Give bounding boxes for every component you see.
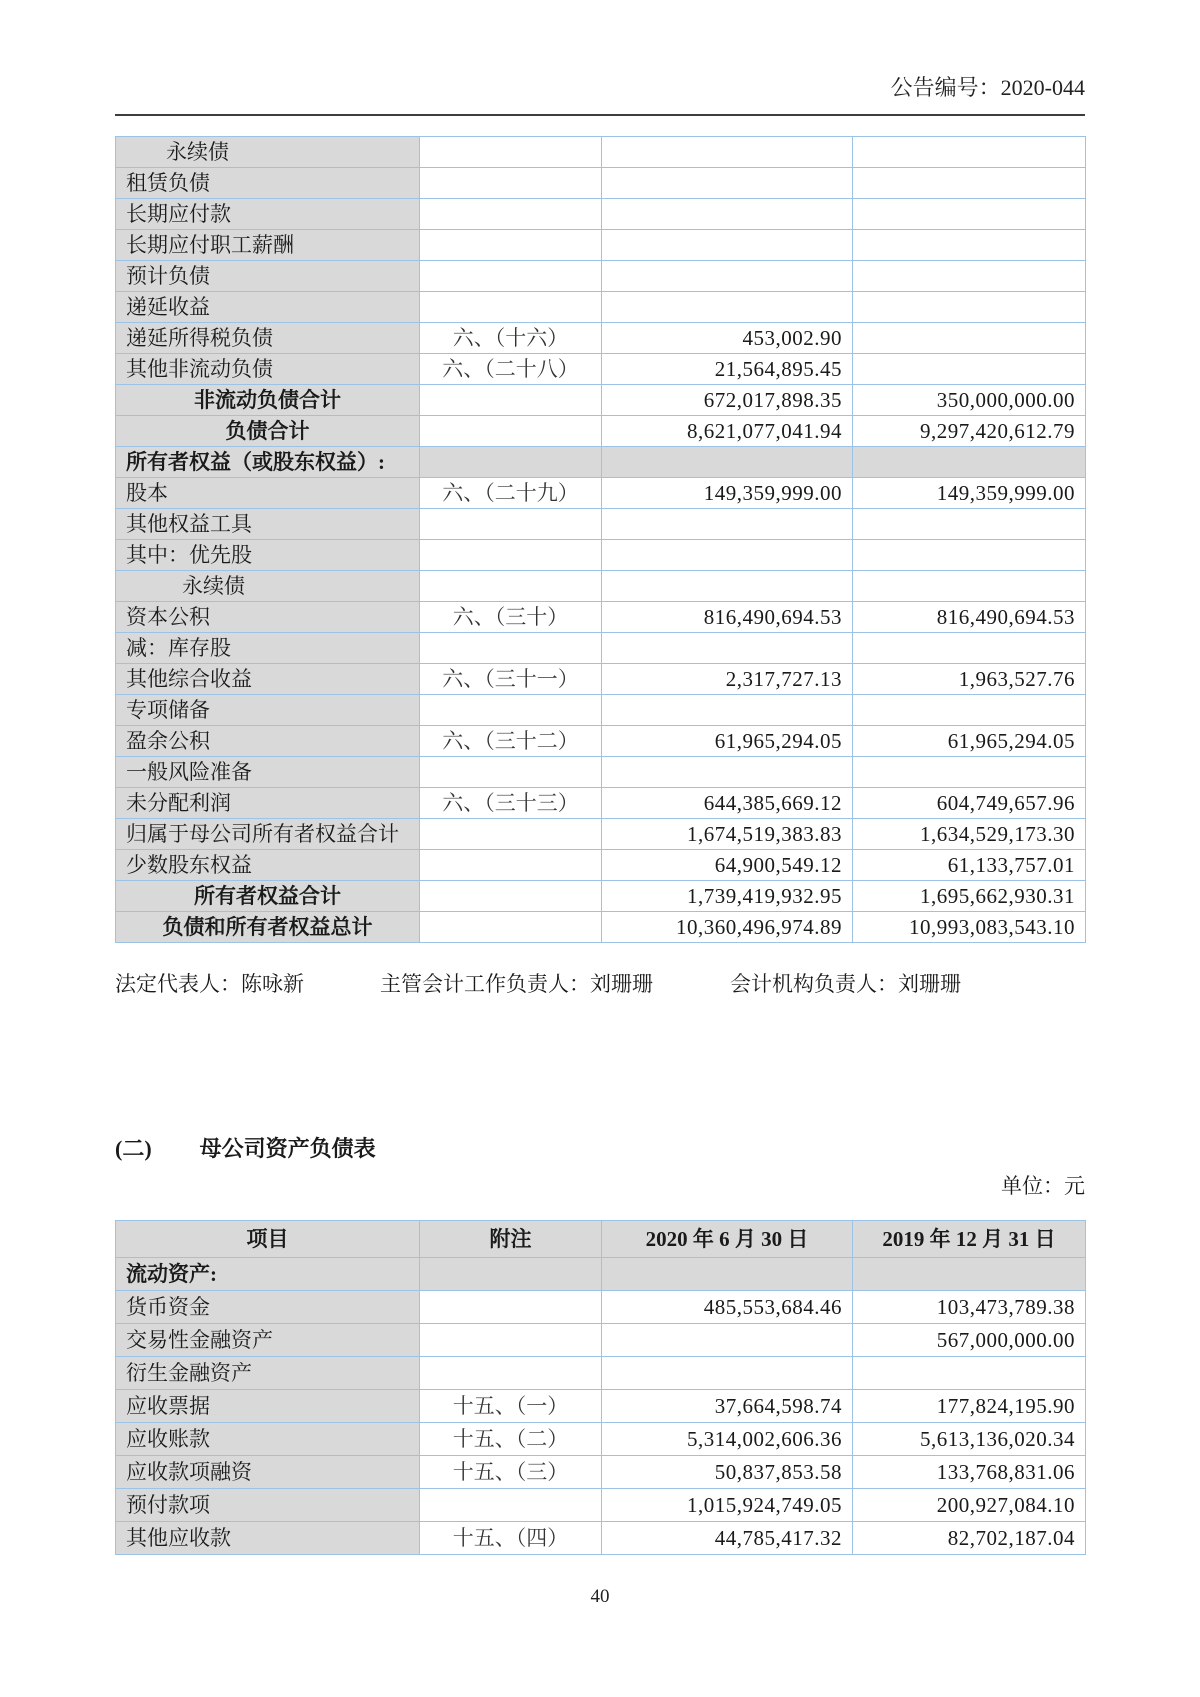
note-cell (420, 292, 602, 323)
note-cell (420, 447, 602, 478)
value-2019-cell: 61,133,757.01 (853, 850, 1086, 881)
note-cell (420, 385, 602, 416)
table-row (116, 1456, 1086, 1489)
value-2019-cell: 177,824,195.90 (853, 1390, 1086, 1423)
value-2019-cell: 1,963,527.76 (853, 664, 1086, 695)
note-cell (420, 509, 602, 540)
value-2020-cell (602, 1258, 853, 1291)
value-2020-cell (602, 199, 853, 230)
note-cell (420, 261, 602, 292)
item-label-cell: 租赁负债 (116, 168, 420, 199)
table-row (116, 168, 1086, 199)
value-2019-cell (853, 199, 1086, 230)
item-label-cell: 应收票据 (116, 1390, 420, 1423)
item-label-cell: 减：库存股 (116, 633, 420, 664)
table-row (116, 695, 1086, 726)
item-label-cell: 长期应付款 (116, 199, 420, 230)
item-label-cell: 所有者权益（或股东权益）: (116, 447, 420, 478)
value-2020-cell: 21,564,895.45 (602, 354, 853, 385)
note-cell (420, 1489, 602, 1522)
balance-sheet-continued-table (115, 136, 1086, 943)
parent-balance-sheet-body (116, 1258, 1086, 1555)
page-content (115, 0, 1085, 1609)
table-row (116, 664, 1086, 695)
value-2019-cell: 816,490,694.53 (853, 602, 1086, 633)
signature-line (115, 969, 1085, 999)
table-row (116, 788, 1086, 819)
table-row (116, 354, 1086, 385)
item-label-cell: 永续债 (116, 571, 420, 602)
value-2019-cell (853, 540, 1086, 571)
value-2019-cell: 61,965,294.05 (853, 726, 1086, 757)
item-label-cell: 专项储备 (116, 695, 420, 726)
value-2020-cell (602, 261, 853, 292)
unit-label: 单位：元 (1001, 1174, 1085, 1198)
note-cell (420, 1291, 602, 1324)
value-2020-cell (602, 1357, 853, 1390)
table-row (116, 416, 1086, 447)
item-label-cell: 永续债 (116, 137, 420, 168)
table-row (116, 1489, 1086, 1522)
note-cell (420, 168, 602, 199)
value-2020-cell: 816,490,694.53 (602, 602, 853, 633)
value-2019-cell (853, 230, 1086, 261)
balance-sheet-continued-body (116, 137, 1086, 943)
table-row (116, 509, 1086, 540)
value-2020-cell (602, 447, 853, 478)
item-label-cell: 流动资产: (116, 1258, 420, 1291)
value-2019-cell: 1,634,529,173.30 (853, 819, 1086, 850)
note-cell (420, 540, 602, 571)
item-label-cell: 一般风险准备 (116, 757, 420, 788)
value-2020-cell (602, 757, 853, 788)
item-label-cell: 所有者权益合计 (116, 881, 420, 912)
value-2019-cell (853, 571, 1086, 602)
item-label-cell: 货币资金 (116, 1291, 420, 1324)
value-2020-cell (602, 292, 853, 323)
parent-balance-sheet-table (115, 1220, 1086, 1555)
accounting-department-head: 会计机构负责人：刘珊珊 (730, 972, 961, 996)
value-2020-cell: 10,360,496,974.89 (602, 912, 853, 943)
value-2019-cell (853, 354, 1086, 385)
item-label-cell: 交易性金融资产 (116, 1324, 420, 1357)
value-2020-cell: 37,664,598.74 (602, 1390, 853, 1423)
section-title: 母公司资产负债表 (199, 1136, 376, 1161)
value-2019-cell (853, 261, 1086, 292)
value-2020-cell (602, 168, 853, 199)
value-2020-cell (602, 540, 853, 571)
value-2019-cell (853, 695, 1086, 726)
table-row (116, 1390, 1086, 1423)
note-cell: 十五、（四） (420, 1522, 602, 1555)
value-2020-cell: 453,002.90 (602, 323, 853, 354)
item-label-cell: 未分配利润 (116, 788, 420, 819)
note-cell: 六、（三十一） (420, 664, 602, 695)
table-row (116, 1423, 1086, 1456)
note-cell: 六、（三十） (420, 602, 602, 633)
value-2020-cell: 1,674,519,383.83 (602, 819, 853, 850)
value-2019-cell: 604,749,657.96 (853, 788, 1086, 819)
item-label-cell: 股本 (116, 478, 420, 509)
value-2020-cell: 644,385,669.12 (602, 788, 853, 819)
item-label-cell: 归属于母公司所有者权益合计 (116, 819, 420, 850)
item-label-cell: 预付款项 (116, 1489, 420, 1522)
value-2020-cell: 61,965,294.05 (602, 726, 853, 757)
table-row (116, 850, 1086, 881)
section-heading (115, 1134, 1085, 1164)
value-2020-cell: 64,900,549.12 (602, 850, 853, 881)
value-2019-cell (853, 292, 1086, 323)
table-row (116, 819, 1086, 850)
value-2019-cell (853, 633, 1086, 664)
note-cell: 六、（二十九） (420, 478, 602, 509)
note-cell: 十五、（二） (420, 1423, 602, 1456)
value-2020-cell (602, 695, 853, 726)
note-cell (420, 137, 602, 168)
table-row (116, 447, 1086, 478)
table-row (116, 199, 1086, 230)
value-2020-cell: 1,739,419,932.95 (602, 881, 853, 912)
note-cell (420, 881, 602, 912)
table-row (116, 323, 1086, 354)
value-2019-cell: 350,000,000.00 (853, 385, 1086, 416)
table-row (116, 757, 1086, 788)
table-row (116, 478, 1086, 509)
table-header-row (116, 1221, 1086, 1258)
value-2019-cell: 1,695,662,930.31 (853, 881, 1086, 912)
parent-balance-sheet-header (116, 1221, 1086, 1258)
value-2019-cell: 200,927,084.10 (853, 1489, 1086, 1522)
note-cell (420, 819, 602, 850)
value-2020-cell (602, 230, 853, 261)
value-2020-cell: 149,359,999.00 (602, 478, 853, 509)
table-row (116, 1291, 1086, 1324)
table-row (116, 230, 1086, 261)
value-2020-cell: 485,553,684.46 (602, 1291, 853, 1324)
note-column-header: 附注 (420, 1221, 602, 1258)
item-label-cell: 负债合计 (116, 416, 420, 447)
item-label-cell: 非流动负债合计 (116, 385, 420, 416)
note-cell: 六、（十六） (420, 323, 602, 354)
item-label-cell: 递延收益 (116, 292, 420, 323)
value-2019-cell (853, 757, 1086, 788)
note-cell: 十五、（一） (420, 1390, 602, 1423)
table-row (116, 571, 1086, 602)
value-2020-cell (602, 633, 853, 664)
table-row (116, 881, 1086, 912)
value-2020-cell (602, 137, 853, 168)
header-divider (115, 114, 1085, 116)
table-row (116, 292, 1086, 323)
value-2019-cell (853, 1357, 1086, 1390)
note-cell: 六、（三十二） (420, 726, 602, 757)
value-2020-cell: 2,317,727.13 (602, 664, 853, 695)
value-2020-column-header: 2020 年 6 月 30 日 (602, 1221, 853, 1258)
table-row (116, 1258, 1086, 1291)
table-row (116, 1522, 1086, 1555)
item-label-cell: 其中：优先股 (116, 540, 420, 571)
note-cell: 六、（二十八） (420, 354, 602, 385)
value-2019-cell (853, 509, 1086, 540)
value-2019-cell: 567,000,000.00 (853, 1324, 1086, 1357)
value-2019-cell (853, 168, 1086, 199)
table-row (116, 602, 1086, 633)
note-cell (420, 695, 602, 726)
table-row (116, 1324, 1086, 1357)
chief-accounting-officer: 主管会计工作负责人：刘珊珊 (380, 972, 653, 996)
note-cell: 十五、（三） (420, 1456, 602, 1489)
note-cell (420, 1324, 602, 1357)
note-cell (420, 199, 602, 230)
value-2020-cell: 50,837,853.58 (602, 1456, 853, 1489)
value-2019-column-header: 2019 年 12 月 31 日 (853, 1221, 1086, 1258)
value-2020-cell (602, 1324, 853, 1357)
note-cell (420, 571, 602, 602)
note-cell (420, 1258, 602, 1291)
note-cell (420, 1357, 602, 1390)
table-row (116, 137, 1086, 168)
value-2019-cell: 149,359,999.00 (853, 478, 1086, 509)
value-2019-cell (853, 323, 1086, 354)
item-label-cell: 递延所得税负债 (116, 323, 420, 354)
item-label-cell: 其他应收款 (116, 1522, 420, 1555)
item-label-cell: 少数股东权益 (116, 850, 420, 881)
note-cell: 六、（三十三） (420, 788, 602, 819)
note-cell (420, 633, 602, 664)
item-label-cell: 资本公积 (116, 602, 420, 633)
table-row (116, 726, 1086, 757)
item-label-cell: 长期应付职工薪酬 (116, 230, 420, 261)
table-row (116, 261, 1086, 292)
value-2020-cell: 44,785,417.32 (602, 1522, 853, 1555)
note-cell (420, 850, 602, 881)
item-label-cell: 其他综合收益 (116, 664, 420, 695)
notice-number: 公告编号：2020-044 (890, 75, 1085, 100)
value-2019-cell: 103,473,789.38 (853, 1291, 1086, 1324)
value-2019-cell: 82,702,187.04 (853, 1522, 1086, 1555)
item-label-cell: 负债和所有者权益总计 (116, 912, 420, 943)
value-2019-cell: 10,993,083,543.10 (853, 912, 1086, 943)
value-2020-cell (602, 509, 853, 540)
note-cell (420, 912, 602, 943)
item-label-cell: 应收款项融资 (116, 1456, 420, 1489)
legal-representative: 法定代表人：陈咏新 (115, 972, 304, 996)
value-2019-cell (853, 1258, 1086, 1291)
table-row (116, 540, 1086, 571)
table-row (116, 912, 1086, 943)
value-2020-cell: 1,015,924,749.05 (602, 1489, 853, 1522)
item-label-cell: 其他非流动负债 (116, 354, 420, 385)
value-2020-cell: 5,314,002,606.36 (602, 1423, 853, 1456)
table-row (116, 633, 1086, 664)
item-label-cell: 预计负债 (116, 261, 420, 292)
value-2019-cell (853, 137, 1086, 168)
value-2019-cell: 133,768,831.06 (853, 1456, 1086, 1489)
value-2020-cell: 8,621,077,041.94 (602, 416, 853, 447)
value-2019-cell: 9,297,420,612.79 (853, 416, 1086, 447)
item-label-cell: 盈余公积 (116, 726, 420, 757)
value-2019-cell (853, 447, 1086, 478)
value-2020-cell: 672,017,898.35 (602, 385, 853, 416)
value-2020-cell (602, 571, 853, 602)
table-row (116, 1357, 1086, 1390)
item-label-cell: 其他权益工具 (116, 509, 420, 540)
section-number: (二) (115, 1136, 152, 1161)
note-cell (420, 757, 602, 788)
item-column-header: 项目 (116, 1221, 420, 1258)
value-2019-cell: 5,613,136,020.34 (853, 1423, 1086, 1456)
page-number: 40 (590, 1586, 610, 1607)
item-label-cell: 应收账款 (116, 1423, 420, 1456)
table-row (116, 385, 1086, 416)
note-cell (420, 416, 602, 447)
note-cell (420, 230, 602, 261)
item-label-cell: 衍生金融资产 (116, 1357, 420, 1390)
